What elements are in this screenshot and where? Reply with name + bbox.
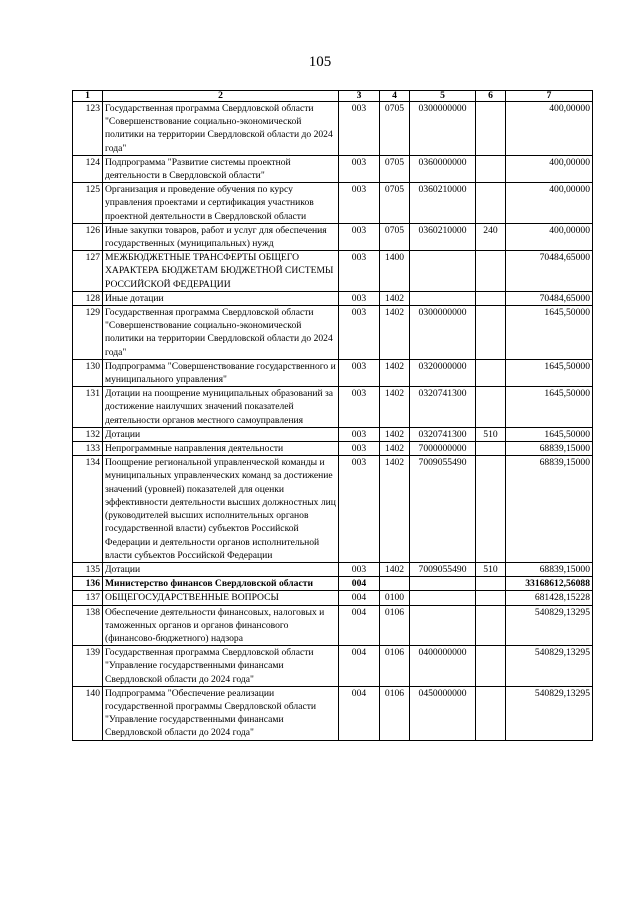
section-code-cell: 0705: [380, 223, 410, 250]
amount-cell: 1645,50000: [506, 387, 593, 428]
amount-cell: 33168612,56088: [506, 577, 593, 591]
amount-cell: 1645,50000: [506, 306, 593, 360]
description-cell: Непрограммные направления деятельности: [103, 442, 339, 456]
header-col-3: 3: [339, 91, 380, 102]
table-row: [73, 183, 593, 224]
header-col-5: 5: [410, 91, 476, 102]
target-article-cell: [410, 251, 476, 292]
row-number-cell: 139: [73, 646, 103, 687]
section-code-cell: 1400: [380, 251, 410, 292]
target-article-cell: 0320000000: [410, 359, 476, 386]
row-number-cell: 127: [73, 251, 103, 292]
target-article-cell: 7009055490: [410, 562, 476, 576]
table-row: [73, 605, 593, 646]
target-article-cell: 0400000000: [410, 646, 476, 687]
table-row: [73, 306, 593, 360]
row-number-cell: 140: [73, 686, 103, 740]
code-admin-cell: 004: [339, 577, 380, 591]
target-article-cell: 0360210000: [410, 223, 476, 250]
code-admin-cell: 003: [339, 102, 380, 156]
code-admin-cell: 003: [339, 251, 380, 292]
row-number-cell: 131: [73, 387, 103, 428]
section-code-cell: 1402: [380, 306, 410, 360]
section-code-cell: 1402: [380, 442, 410, 456]
code-admin-cell: 003: [339, 291, 380, 305]
code-admin-cell: 004: [339, 646, 380, 687]
code-admin-cell: 003: [339, 306, 380, 360]
description-cell: Дотации на поощрение муниципальных образований за достижение наилучших значений показателей деятельности органов местного самоуправления: [103, 387, 339, 428]
header-col-1: 1: [73, 91, 103, 102]
row-number-cell: 124: [73, 155, 103, 182]
row-number-cell: 135: [73, 562, 103, 576]
section-code-cell: 0705: [380, 155, 410, 182]
table-row: [73, 686, 593, 740]
amount-cell: 400,00000: [506, 223, 593, 250]
table-row: [73, 102, 593, 156]
code-admin-cell: 004: [339, 686, 380, 740]
header-col-4: 4: [380, 91, 410, 102]
amount-cell: 70484,65000: [506, 291, 593, 305]
table-row: [73, 155, 593, 182]
expense-type-cell: [476, 577, 506, 591]
section-code-cell: 0705: [380, 102, 410, 156]
code-admin-cell: 003: [339, 155, 380, 182]
table-row: [73, 442, 593, 456]
section-code-cell: 0100: [380, 591, 410, 605]
amount-cell: 68839,15000: [506, 442, 593, 456]
section-code-cell: 0106: [380, 605, 410, 646]
table-row: [73, 591, 593, 605]
code-admin-cell: 003: [339, 359, 380, 386]
description-cell: Государственная программа Свердловской области "Совершенствование социально-экономической политики на территории Свердловской области до 2024 года": [103, 102, 339, 156]
row-number-cell: 132: [73, 427, 103, 441]
amount-cell: 400,00000: [506, 102, 593, 156]
section-code-cell: 1402: [380, 291, 410, 305]
target-article-cell: 0320741300: [410, 427, 476, 441]
expense-type-cell: 510: [476, 562, 506, 576]
row-number-cell: 126: [73, 223, 103, 250]
page-number: 105: [308, 54, 332, 70]
amount-cell: 681428,15228: [506, 591, 593, 605]
expense-type-cell: [476, 251, 506, 292]
description-cell: Дотации: [103, 427, 339, 441]
expense-type-cell: [476, 183, 506, 224]
header-col-7: 7: [506, 91, 593, 102]
target-article-cell: 0320741300: [410, 387, 476, 428]
description-cell: Дотации: [103, 562, 339, 576]
target-article-cell: [410, 291, 476, 305]
expense-type-cell: [476, 387, 506, 428]
code-admin-cell: 003: [339, 427, 380, 441]
row-number-cell: 133: [73, 442, 103, 456]
target-article-cell: 7009055490: [410, 456, 476, 563]
target-article-cell: 0450000000: [410, 686, 476, 740]
description-cell: ОБЩЕГОСУДАРСТВЕННЫЕ ВОПРОСЫ: [103, 591, 339, 605]
code-admin-cell: 003: [339, 562, 380, 576]
amount-cell: 540829,13295: [506, 686, 593, 740]
description-cell: Поощрение региональной управленческой команды и муниципальных управленческих команд за достижение значений (уровней) показателей для оценки эффективности деятельности высших должностных лиц (руководителей высших исполнительных органов государственной власти) субъектов Российской Федерации и деятельности органов исполнительной власти субъектов Российской Федерации: [103, 456, 339, 563]
code-admin-cell: 004: [339, 605, 380, 646]
expense-type-cell: [476, 456, 506, 563]
target-article-cell: 0300000000: [410, 306, 476, 360]
expense-type-cell: [476, 442, 506, 456]
description-cell: Обеспечение деятельности финансовых, налоговых и таможенных органов и органов финансового (финансово-бюджетного) надзора: [103, 605, 339, 646]
section-code-cell: 1402: [380, 359, 410, 386]
table-row: [73, 387, 593, 428]
row-number-cell: 129: [73, 306, 103, 360]
description-cell: Подпрограмма "Развитие системы проектной деятельности в Свердловской области": [103, 155, 339, 182]
section-code-cell: 1402: [380, 427, 410, 441]
amount-cell: 68839,15000: [506, 456, 593, 563]
description-cell: Государственная программа Свердловской области "Совершенствование социально-экономической политики на территории Свердловской области до 2024 года": [103, 306, 339, 360]
table-row: [73, 562, 593, 576]
description-cell: Организация и проведение обучения по курсу управления проектами и сертификация участников проектной деятельности в Свердловской области: [103, 183, 339, 224]
target-article-cell: 7000000000: [410, 442, 476, 456]
code-admin-cell: 003: [339, 442, 380, 456]
code-admin-cell: 003: [339, 223, 380, 250]
section-code-cell: [380, 577, 410, 591]
row-number-cell: 125: [73, 183, 103, 224]
description-cell: Подпрограмма "Совершенствование государственного и муниципального управления": [103, 359, 339, 386]
row-number-cell: 128: [73, 291, 103, 305]
table-row: [73, 291, 593, 305]
expense-type-cell: [476, 102, 506, 156]
table-row: [73, 456, 593, 563]
code-admin-cell: 004: [339, 591, 380, 605]
expense-type-cell: [476, 646, 506, 687]
amount-cell: 400,00000: [506, 155, 593, 182]
section-code-cell: 0106: [380, 686, 410, 740]
table-row: [73, 427, 593, 441]
budget-table: [72, 90, 593, 741]
header-row: [73, 91, 593, 102]
section-code-cell: 0705: [380, 183, 410, 224]
section-code-cell: 1402: [380, 456, 410, 563]
expense-type-cell: 510: [476, 427, 506, 441]
section-code-cell: 1402: [380, 387, 410, 428]
row-number-cell: 130: [73, 359, 103, 386]
expense-type-cell: [476, 306, 506, 360]
header-col-2: 2: [103, 91, 339, 102]
target-article-cell: [410, 605, 476, 646]
row-number-cell: 138: [73, 605, 103, 646]
section-code-cell: 1402: [380, 562, 410, 576]
description-cell: МЕЖБЮДЖЕТНЫЕ ТРАНСФЕРТЫ ОБЩЕГО ХАРАКТЕРА БЮДЖЕТАМ БЮДЖЕТНОЙ СИСТЕМЫ РОССИЙСКОЙ ФЕДЕРАЦИИ: [103, 251, 339, 292]
amount-cell: 68839,15000: [506, 562, 593, 576]
amount-cell: 1645,50000: [506, 427, 593, 441]
row-number-cell: 137: [73, 591, 103, 605]
header-col-6: 6: [476, 91, 506, 102]
target-article-cell: [410, 591, 476, 605]
description-cell: Министерство финансов Свердловской области: [103, 577, 339, 591]
target-article-cell: [410, 577, 476, 591]
description-cell: Подпрограмма "Обеспечение реализации государственной программы Свердловской области "Управление государственными финансами Свердловской области до 2024 года": [103, 686, 339, 740]
code-admin-cell: 003: [339, 183, 380, 224]
row-number-cell: 123: [73, 102, 103, 156]
target-article-cell: 0300000000: [410, 102, 476, 156]
amount-cell: 540829,13295: [506, 605, 593, 646]
description-cell: Иные дотации: [103, 291, 339, 305]
target-article-cell: 0360000000: [410, 155, 476, 182]
expense-type-cell: [476, 605, 506, 646]
amount-cell: 400,00000: [506, 183, 593, 224]
expense-type-cell: [476, 359, 506, 386]
code-admin-cell: 003: [339, 387, 380, 428]
expense-type-cell: [476, 291, 506, 305]
amount-cell: 540829,13295: [506, 646, 593, 687]
expense-type-cell: [476, 591, 506, 605]
expense-type-cell: [476, 155, 506, 182]
expense-type-cell: [476, 686, 506, 740]
row-number-cell: 136: [73, 577, 103, 591]
section-code-cell: 0106: [380, 646, 410, 687]
amount-cell: 1645,50000: [506, 359, 593, 386]
description-cell: Государственная программа Свердловской области "Управление государственными финансами Свердловской области до 2024 года": [103, 646, 339, 687]
expense-type-cell: 240: [476, 223, 506, 250]
target-article-cell: 0360210000: [410, 183, 476, 224]
table-row: [73, 223, 593, 250]
code-admin-cell: 003: [339, 456, 380, 563]
table-row: [73, 359, 593, 386]
row-number-cell: 134: [73, 456, 103, 563]
table-row: [73, 646, 593, 687]
amount-cell: 70484,65000: [506, 251, 593, 292]
description-cell: Иные закупки товаров, работ и услуг для обеспечения государственных (муниципальных) нужд: [103, 223, 339, 250]
table-row: [73, 251, 593, 292]
table-row: [73, 577, 593, 591]
